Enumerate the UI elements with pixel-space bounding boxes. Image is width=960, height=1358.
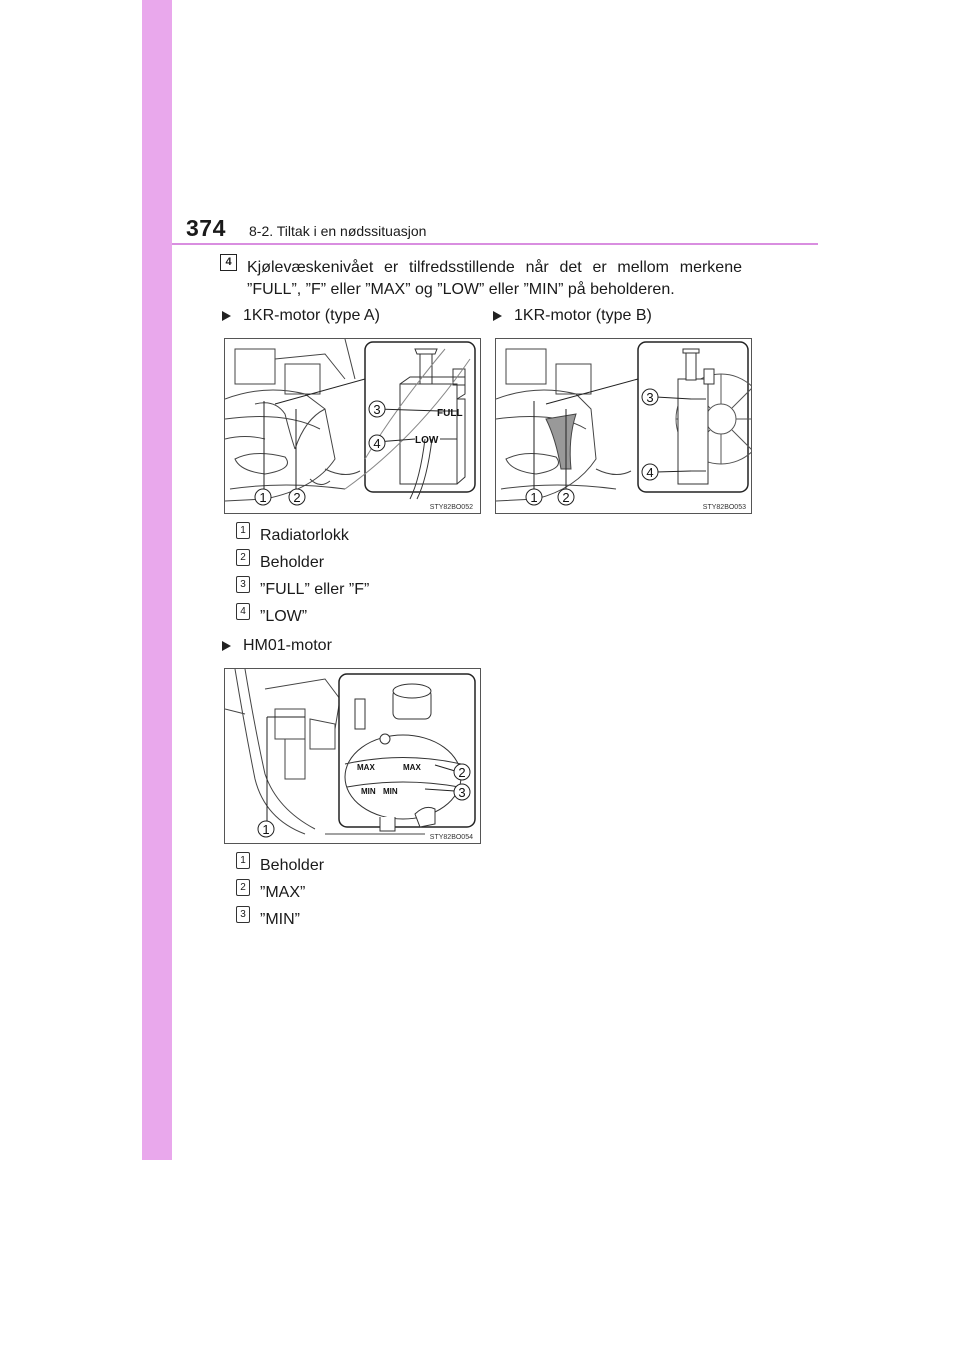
legend-item-1 xyxy=(236,856,324,876)
triangle-bullet-icon xyxy=(493,311,502,321)
figure-c-illustration xyxy=(225,669,480,843)
callout-4: 4 xyxy=(373,436,381,451)
figure-c-caption xyxy=(222,637,332,655)
callout-1: 1 xyxy=(259,490,267,505)
legend-label: Radiatorlokk xyxy=(260,527,349,544)
step-number-badge: 4 xyxy=(220,254,237,271)
legend-item-2 xyxy=(236,553,324,573)
figure-a-illustration xyxy=(225,339,480,513)
number-badge: 1 xyxy=(236,522,250,539)
figure-c-caption-text: HM01-motor xyxy=(243,637,332,654)
legend-label: ”FULL” eller ”F” xyxy=(260,581,370,598)
figure-b-illustration xyxy=(496,339,751,513)
number-badge: 3 xyxy=(236,906,250,923)
legend-label: Beholder xyxy=(260,554,325,571)
number-badge: 4 xyxy=(236,603,250,620)
full-mark-label: FULL xyxy=(437,408,463,419)
max-mark-label-right: MAX xyxy=(403,763,421,772)
callout-2: 2 xyxy=(458,765,466,780)
figure-a-caption-text: 1KR-motor (type A) xyxy=(243,307,380,324)
figure-b-caption xyxy=(493,307,652,325)
number-badge: 2 xyxy=(236,549,250,566)
callout-4: 4 xyxy=(646,465,654,480)
triangle-bullet-icon xyxy=(222,311,231,321)
legend-item-3 xyxy=(236,580,369,600)
max-mark-label-left: MAX xyxy=(357,763,375,772)
figure-b-caption-text: 1KR-motor (type B) xyxy=(514,307,652,324)
figure-b-engine-type-b xyxy=(495,338,752,514)
legend-label: ”LOW” xyxy=(260,608,308,625)
figure-a-caption xyxy=(222,307,380,325)
callout-3: 3 xyxy=(458,785,466,800)
figure-code: STY82BO052 xyxy=(429,504,473,511)
legend-item-2 xyxy=(236,883,305,903)
legend-label: ”MAX” xyxy=(260,884,306,901)
number-badge: 2 xyxy=(236,879,250,896)
number-badge: 1 xyxy=(236,852,250,869)
header-divider xyxy=(172,243,818,245)
legend-item-1 xyxy=(236,526,349,546)
legend-label: ”MIN” xyxy=(260,911,300,928)
figure-code: STY82BO054 xyxy=(429,834,473,841)
figure-c-engine-hm01 xyxy=(224,668,481,844)
callout-3: 3 xyxy=(373,402,381,417)
low-mark-label: LOW xyxy=(415,435,439,446)
number-badge: 3 xyxy=(236,576,250,593)
triangle-bullet-icon xyxy=(222,641,231,651)
callout-2: 2 xyxy=(293,490,301,505)
callout-3: 3 xyxy=(646,390,654,405)
chapter-tab-bar xyxy=(142,0,172,1160)
section-title: 8-2. Tiltak i en nødssituasjon xyxy=(249,223,427,239)
legend-item-3 xyxy=(236,910,300,930)
min-mark-label-left: MIN xyxy=(361,787,376,796)
figure-a-engine-type-a xyxy=(224,338,481,514)
page-number: 374 xyxy=(186,215,226,241)
callout-1: 1 xyxy=(530,490,538,505)
figure-code: STY82BO053 xyxy=(702,504,746,511)
callout-1: 1 xyxy=(262,822,270,837)
callout-2: 2 xyxy=(562,490,570,505)
min-mark-label-right: MIN xyxy=(383,787,398,796)
legend-item-4 xyxy=(236,607,307,627)
legend-label: Beholder xyxy=(260,857,325,874)
step-description: Kjølevæskenivået er tilfredsstillende når det er mellom merkene ”FULL”, ”F” eller ”MAX” og ”LOW” eller ”MIN” på beholderen. xyxy=(247,259,742,298)
